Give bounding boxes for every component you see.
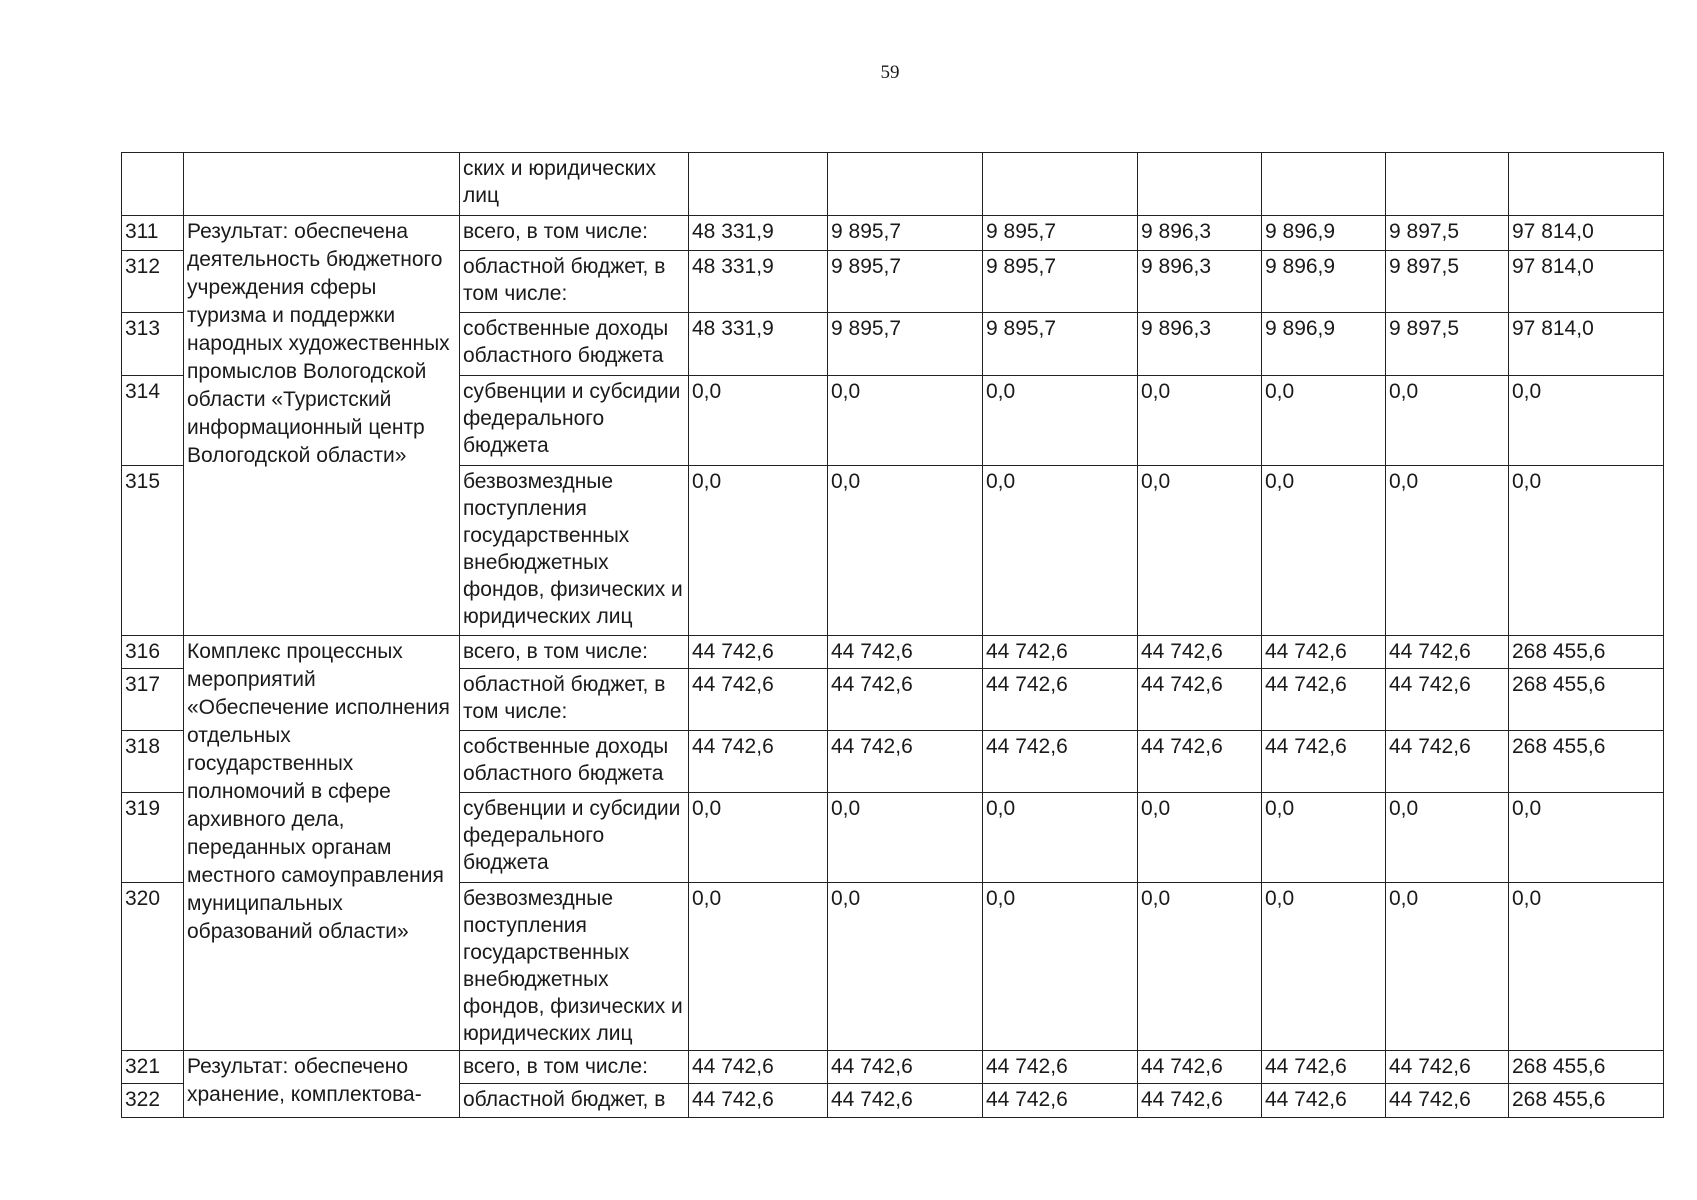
row-number: 316	[122, 636, 184, 669]
value-cell: 44 742,6	[1262, 731, 1386, 793]
value-cell: 9 895,7	[983, 216, 1138, 251]
table-row	[122, 636, 1664, 669]
value-cell: 9 897,5	[1386, 216, 1509, 251]
row-number: 313	[122, 313, 184, 376]
value-cell: 44 742,6	[1386, 636, 1509, 669]
value-cell: 97 814,0	[1509, 313, 1664, 376]
value-cell: 9 895,7	[828, 313, 983, 376]
empty-cell	[689, 153, 828, 216]
value-cell: 0,0	[828, 376, 983, 466]
row-number: 318	[122, 731, 184, 793]
value-cell: 0,0	[689, 793, 828, 883]
value-cell: 0,0	[1262, 793, 1386, 883]
table-row	[122, 216, 1664, 251]
value-cell: 9 896,3	[1138, 313, 1262, 376]
empty-cell	[983, 153, 1138, 216]
value-cell: 9 896,9	[1262, 251, 1386, 313]
value-cell: 44 742,6	[1386, 731, 1509, 793]
value-cell: 9 896,3	[1138, 216, 1262, 251]
value-cell: 0,0	[1386, 883, 1509, 1051]
row-number: 319	[122, 793, 184, 883]
empty-cell	[184, 153, 460, 216]
value-cell: 0,0	[1509, 376, 1664, 466]
source-cell: субвенции и субсидии федерального бюджета	[460, 376, 689, 466]
row-number: 317	[122, 669, 184, 731]
value-cell: 9 896,3	[1138, 251, 1262, 313]
source-cell: собственные доходы областного бюджета	[460, 313, 689, 376]
value-cell: 268 455,6	[1509, 669, 1664, 731]
value-cell: 44 742,6	[983, 1084, 1138, 1118]
row-number: 314	[122, 376, 184, 466]
value-cell: 44 742,6	[983, 1051, 1138, 1084]
source-cell: всего, в том числе:	[460, 216, 689, 251]
empty-cell	[1262, 153, 1386, 216]
source-cell: субвенции и субсидии федерального бюджета	[460, 793, 689, 883]
value-cell: 48 331,9	[689, 216, 828, 251]
value-cell: 44 742,6	[983, 636, 1138, 669]
value-cell: 9 895,7	[983, 251, 1138, 313]
row-number: 315	[122, 466, 184, 636]
source-cell: безвозмездные поступления государственных внебюджетных фондов, физических и юридических лиц	[460, 883, 689, 1051]
source-cell: безвозмездные поступления государственных внебюджетных фондов, физических и юридических лиц	[460, 466, 689, 636]
value-cell: 0,0	[983, 466, 1138, 636]
table-row	[122, 1051, 1664, 1084]
value-cell: 44 742,6	[1138, 1051, 1262, 1084]
budget-table	[121, 152, 1664, 1118]
value-cell: 0,0	[828, 466, 983, 636]
value-cell: 0,0	[1509, 883, 1664, 1051]
value-cell: 0,0	[689, 376, 828, 466]
value-cell: 0,0	[1138, 376, 1262, 466]
source-cell: областной бюджет, в том числе:	[460, 251, 689, 313]
continuation-row	[122, 153, 1664, 216]
value-cell: 0,0	[1509, 466, 1664, 636]
value-cell: 0,0	[1262, 883, 1386, 1051]
row-number: 321	[122, 1051, 184, 1084]
page-number: 59	[880, 62, 900, 83]
value-cell: 44 742,6	[1386, 1084, 1509, 1118]
value-cell: 44 742,6	[689, 731, 828, 793]
source-cell: областной бюджет, в том числе:	[460, 669, 689, 731]
value-cell: 0,0	[689, 883, 828, 1051]
value-cell: 44 742,6	[828, 669, 983, 731]
value-cell: 44 742,6	[1138, 669, 1262, 731]
empty-cell	[122, 153, 184, 216]
value-cell: 44 742,6	[983, 669, 1138, 731]
value-cell: 268 455,6	[1509, 1051, 1664, 1084]
value-cell: 44 742,6	[828, 1084, 983, 1118]
value-cell: 0,0	[828, 883, 983, 1051]
value-cell: 9 895,7	[983, 313, 1138, 376]
value-cell: 48 331,9	[689, 251, 828, 313]
value-cell: 0,0	[983, 376, 1138, 466]
value-cell: 97 814,0	[1509, 216, 1664, 251]
empty-cell	[828, 153, 983, 216]
source-cell: ских и юридических лиц	[460, 153, 689, 216]
value-cell: 0,0	[1138, 883, 1262, 1051]
value-cell: 44 742,6	[1262, 1051, 1386, 1084]
value-cell: 0,0	[1262, 466, 1386, 636]
value-cell: 44 742,6	[1386, 669, 1509, 731]
value-cell: 268 455,6	[1509, 636, 1664, 669]
item-name-cell: Комплекс процессных мероприятий «Обеспечение исполнения отдельных государственных полномочий в сфере архивного дела, переданных органам местного самоуправления муниципальных образований области»	[184, 636, 460, 1051]
value-cell: 97 814,0	[1509, 251, 1664, 313]
value-cell: 44 742,6	[1386, 1051, 1509, 1084]
value-cell: 0,0	[689, 466, 828, 636]
value-cell: 0,0	[1138, 466, 1262, 636]
source-cell: всего, в том числе:	[460, 636, 689, 669]
value-cell: 44 742,6	[1262, 669, 1386, 731]
value-cell: 44 742,6	[689, 1051, 828, 1084]
value-cell: 9 897,5	[1386, 313, 1509, 376]
row-number: 312	[122, 251, 184, 313]
source-cell: областной бюджет, в	[460, 1084, 689, 1118]
empty-cell	[1386, 153, 1509, 216]
value-cell: 9 895,7	[828, 251, 983, 313]
value-cell: 44 742,6	[1138, 636, 1262, 669]
value-cell: 44 742,6	[689, 1084, 828, 1118]
row-number: 311	[122, 216, 184, 251]
value-cell: 44 742,6	[1138, 731, 1262, 793]
empty-cell	[1509, 153, 1664, 216]
source-cell: всего, в том числе:	[460, 1051, 689, 1084]
value-cell: 268 455,6	[1509, 1084, 1664, 1118]
value-cell: 44 742,6	[689, 636, 828, 669]
value-cell: 0,0	[983, 793, 1138, 883]
value-cell: 9 897,5	[1386, 251, 1509, 313]
value-cell: 44 742,6	[828, 1051, 983, 1084]
value-cell: 268 455,6	[1509, 731, 1664, 793]
value-cell: 0,0	[1509, 793, 1664, 883]
value-cell: 0,0	[1386, 466, 1509, 636]
value-cell: 0,0	[1138, 793, 1262, 883]
value-cell: 44 742,6	[828, 731, 983, 793]
value-cell: 44 742,6	[1138, 1084, 1262, 1118]
value-cell: 44 742,6	[828, 636, 983, 669]
row-number: 320	[122, 883, 184, 1051]
value-cell: 0,0	[828, 793, 983, 883]
source-cell: собственные доходы областного бюджета	[460, 731, 689, 793]
value-cell: 9 895,7	[828, 216, 983, 251]
value-cell: 44 742,6	[1262, 1084, 1386, 1118]
value-cell: 44 742,6	[1262, 636, 1386, 669]
value-cell: 0,0	[1262, 376, 1386, 466]
value-cell: 44 742,6	[689, 669, 828, 731]
value-cell: 0,0	[1386, 793, 1509, 883]
value-cell: 48 331,9	[689, 313, 828, 376]
empty-cell	[1138, 153, 1262, 216]
value-cell: 9 896,9	[1262, 216, 1386, 251]
item-name-cell: Результат: обеспечено хранение, комплектова-	[184, 1051, 460, 1118]
row-number: 322	[122, 1084, 184, 1118]
item-name-cell: Результат: обеспечена деятельность бюджетного учреждения сферы туризма и поддержки народных художественных промыслов Вологодской области «Туристский информационный центр Вологодской области»	[184, 216, 460, 636]
value-cell: 0,0	[983, 883, 1138, 1051]
value-cell: 44 742,6	[983, 731, 1138, 793]
value-cell: 9 896,9	[1262, 313, 1386, 376]
value-cell: 0,0	[1386, 376, 1509, 466]
